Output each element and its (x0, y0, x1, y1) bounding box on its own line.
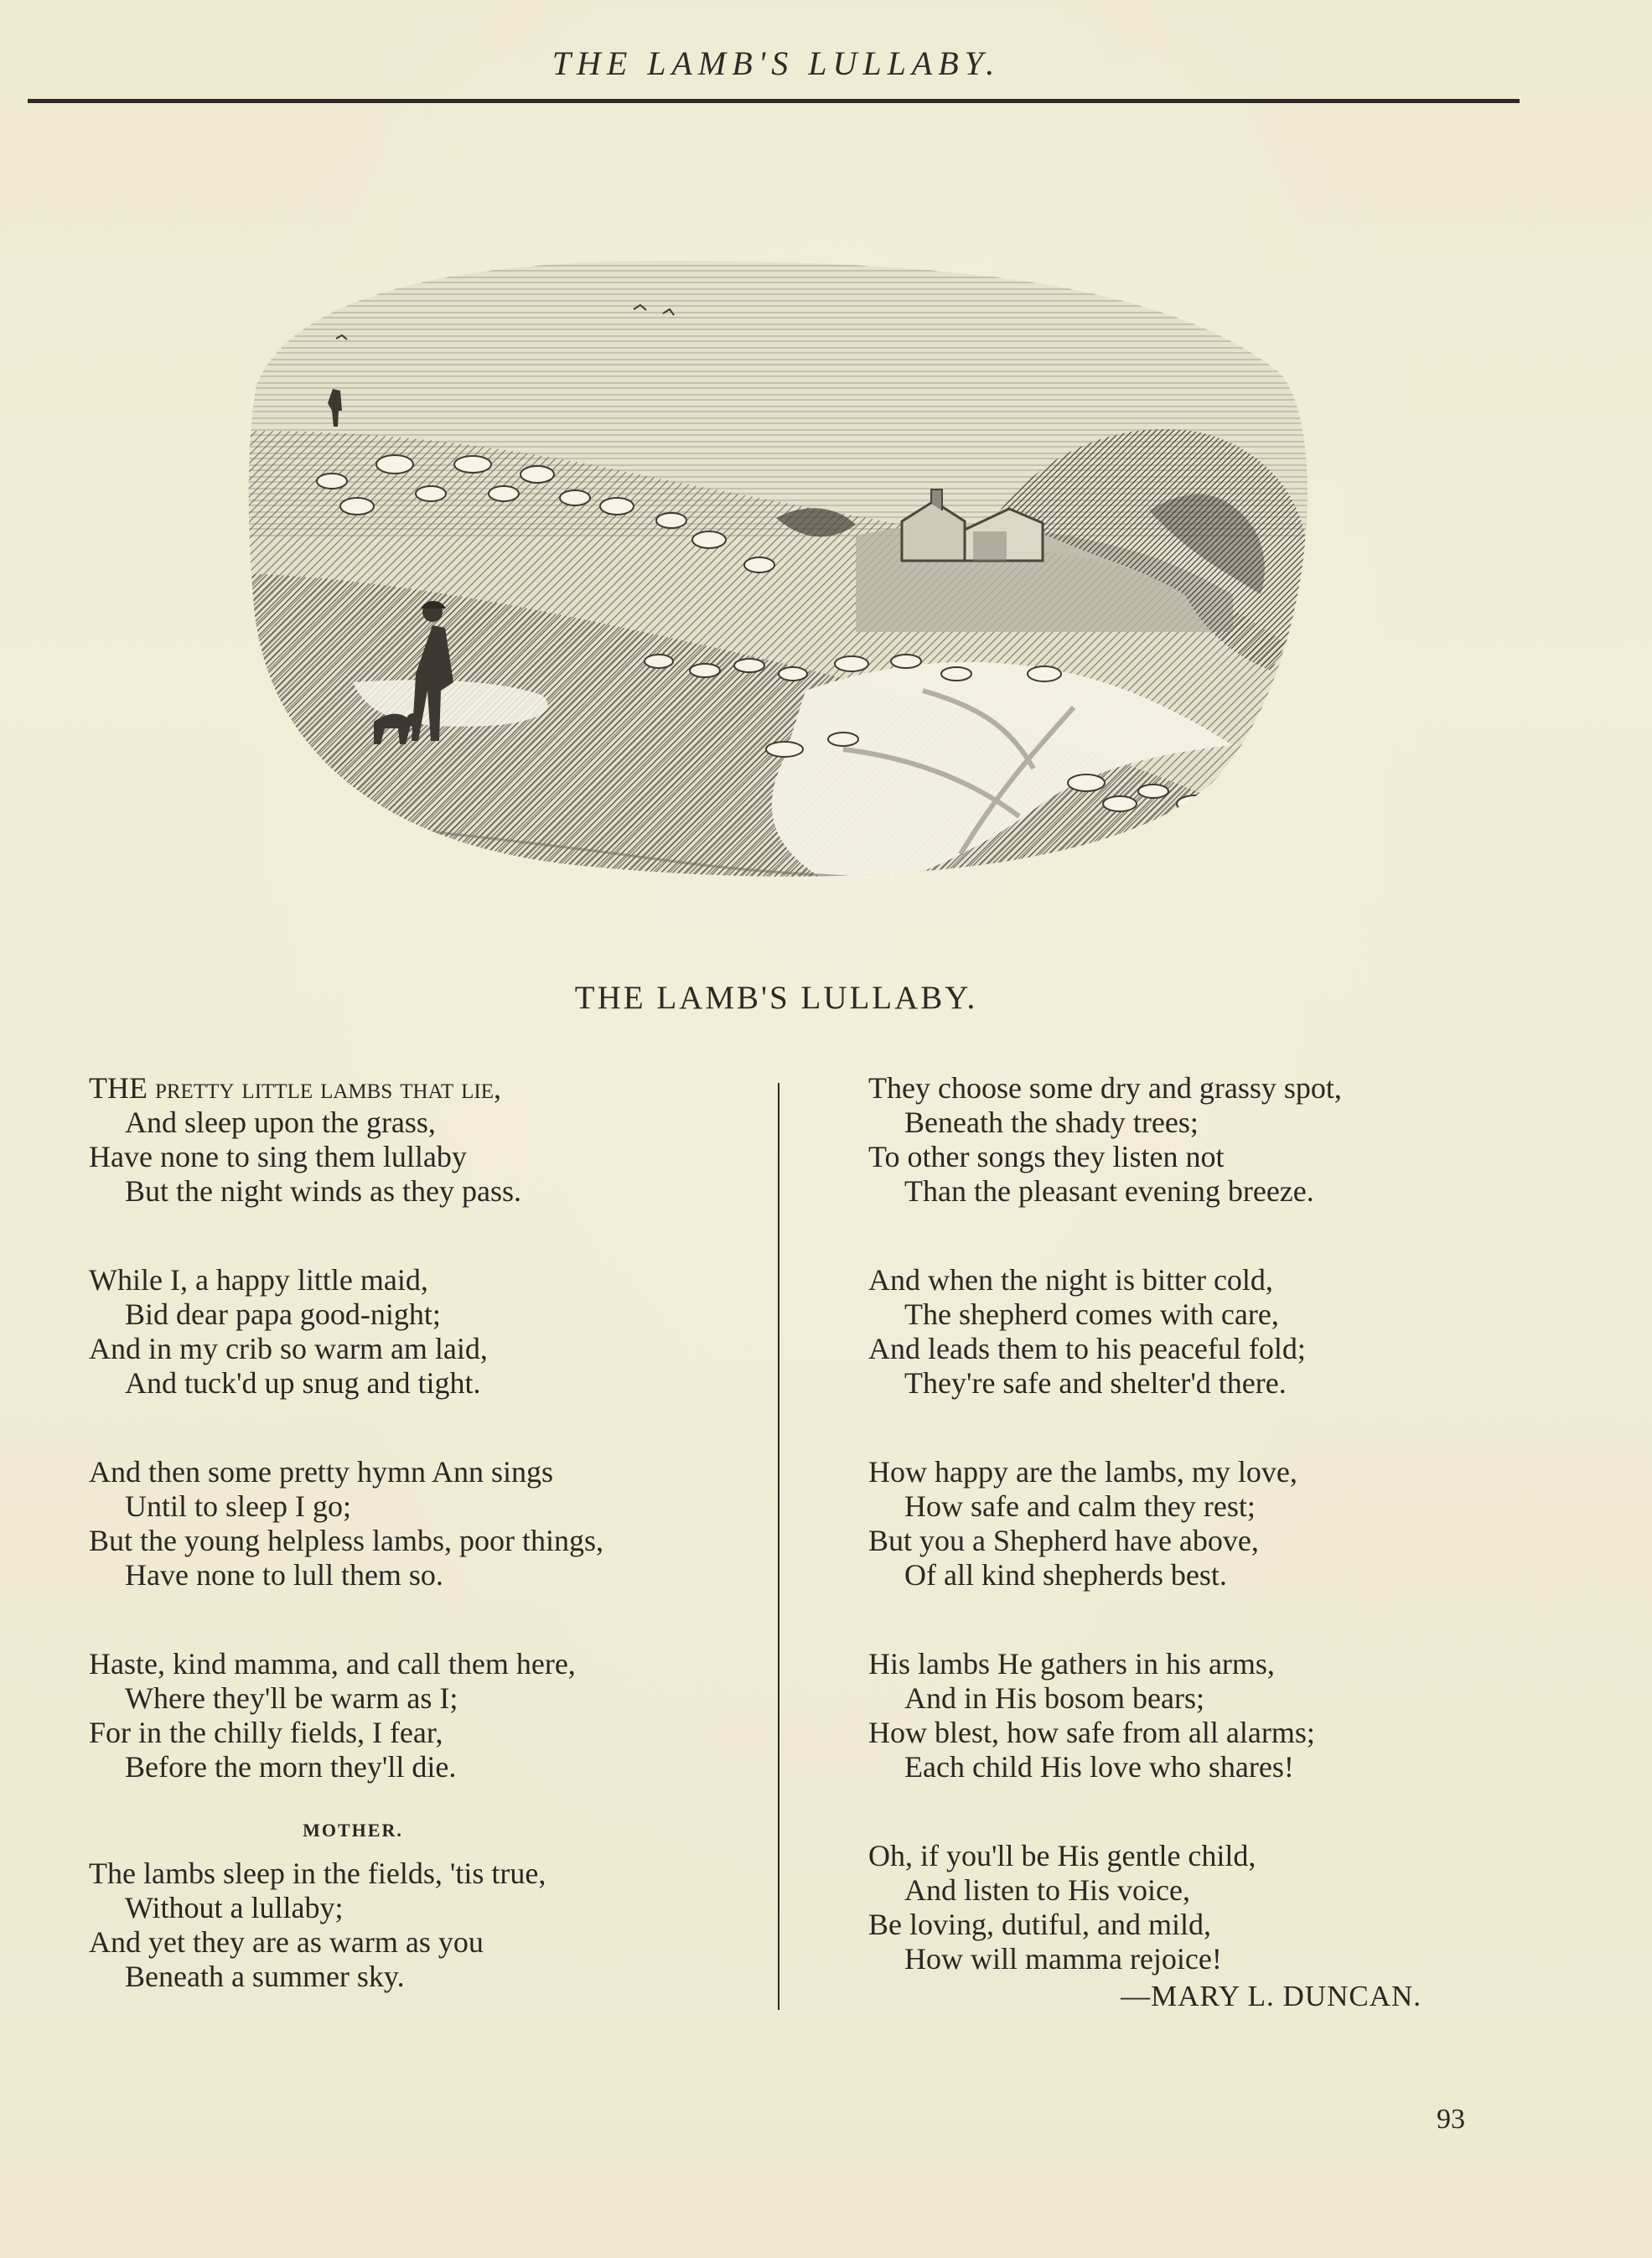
poem-line: And yet they are as warm as you (89, 1925, 484, 1959)
poem-line: Beneath the shady trees; (904, 1106, 1199, 1139)
poem-line: The lambs sleep in the fields, 'tis true, (89, 1857, 546, 1890)
poem-line: But you a Shepherd have above, (868, 1524, 1259, 1557)
stanza (868, 1071, 1455, 1209)
sheep-pasture-illustration (240, 238, 1323, 893)
poem-line: Without a lullaby; (125, 1891, 344, 1924)
poem-line: But the young helpless lambs, poor things, (89, 1524, 603, 1557)
poem-line: To other songs they listen not (868, 1140, 1225, 1173)
poem-line: And in my crib so warm am laid, (89, 1332, 488, 1365)
stanza (868, 1263, 1455, 1401)
poem-line: But the night winds as they pass. (125, 1174, 521, 1208)
poem-line: Have none to lull them so. (125, 1558, 443, 1592)
poem-line: And listen to His voice, (904, 1873, 1190, 1907)
stanza (89, 1455, 726, 1593)
stanza (89, 1071, 726, 1209)
poem-line: Until to sleep I go; (125, 1489, 351, 1523)
mother-stanza (89, 1857, 726, 1994)
stanza (868, 1839, 1455, 1976)
poem-line: For in the chilly fields, I fear, (89, 1716, 443, 1749)
poem-title: THE LAMB'S LULLABY. (574, 980, 978, 1016)
column-divider (778, 1083, 779, 2010)
poem-line: Beneath a summer sky. (125, 1960, 405, 1993)
poem-line: Than the pleasant evening breeze. (904, 1174, 1314, 1208)
poem-line: Where they'll be warm as I; (125, 1681, 458, 1715)
header-rule (28, 99, 1520, 103)
poem-line: And leads them to his peaceful fold; (868, 1332, 1306, 1365)
poem-line: Have none to sing them lullaby (89, 1140, 467, 1173)
stanza (89, 1647, 726, 1784)
poem-line: Oh, if you'll be His gentle child, (868, 1839, 1256, 1872)
poem-line: The shepherd comes with care, (904, 1297, 1279, 1331)
left-poem-column (89, 1071, 726, 1994)
poem-line: They choose some dry and grassy spot, (868, 1071, 1342, 1105)
poem-line: His lambs He gathers in his arms, (868, 1647, 1275, 1681)
stanza (868, 1455, 1455, 1593)
poem-line: And when the night is bitter cold, (868, 1263, 1273, 1297)
poem-line: And in His bosom bears; (904, 1681, 1204, 1715)
author-signature (868, 1980, 1422, 2013)
poem-line: Be loving, dutiful, and mild, (868, 1908, 1211, 1941)
poem-line: Haste, kind mamma, and call them here, (89, 1647, 576, 1681)
poem-line: They're safe and shelter'd there. (904, 1366, 1287, 1400)
running-head: THE LAMB'S LULLABY. (552, 44, 1001, 82)
poem-line: Each child His love who shares! (904, 1750, 1294, 1784)
poem-line: How happy are the lambs, my love, (868, 1455, 1297, 1489)
poem-line: And tuck'd up snug and tight. (125, 1366, 481, 1400)
poem-line: How will mamma rejoice! (904, 1942, 1222, 1976)
poem-line: And then some pretty hymn Ann sings (89, 1455, 553, 1489)
poem-line: How safe and calm they rest; (904, 1489, 1256, 1523)
poem-line: How blest, how safe from all alarms; (868, 1716, 1315, 1749)
right-poem-column (868, 1071, 1455, 2013)
poem-line: While I, a happy little maid, (89, 1263, 428, 1297)
author-name: —MARY L. DUNCAN. (1121, 1980, 1422, 2012)
poem-line: Before the morn they'll die. (125, 1750, 457, 1784)
poem-line: THE pretty little lambs that lie, (89, 1071, 501, 1105)
stanza (868, 1647, 1455, 1784)
poem-line: And sleep upon the grass, (125, 1106, 436, 1139)
mother-label: MOTHER. (303, 1820, 403, 1841)
page-number: 93 (1437, 2104, 1465, 2135)
poem-line: Bid dear papa good-night; (125, 1297, 441, 1331)
stanza (89, 1263, 726, 1401)
poem-line: Of all kind shepherds best. (904, 1558, 1227, 1592)
